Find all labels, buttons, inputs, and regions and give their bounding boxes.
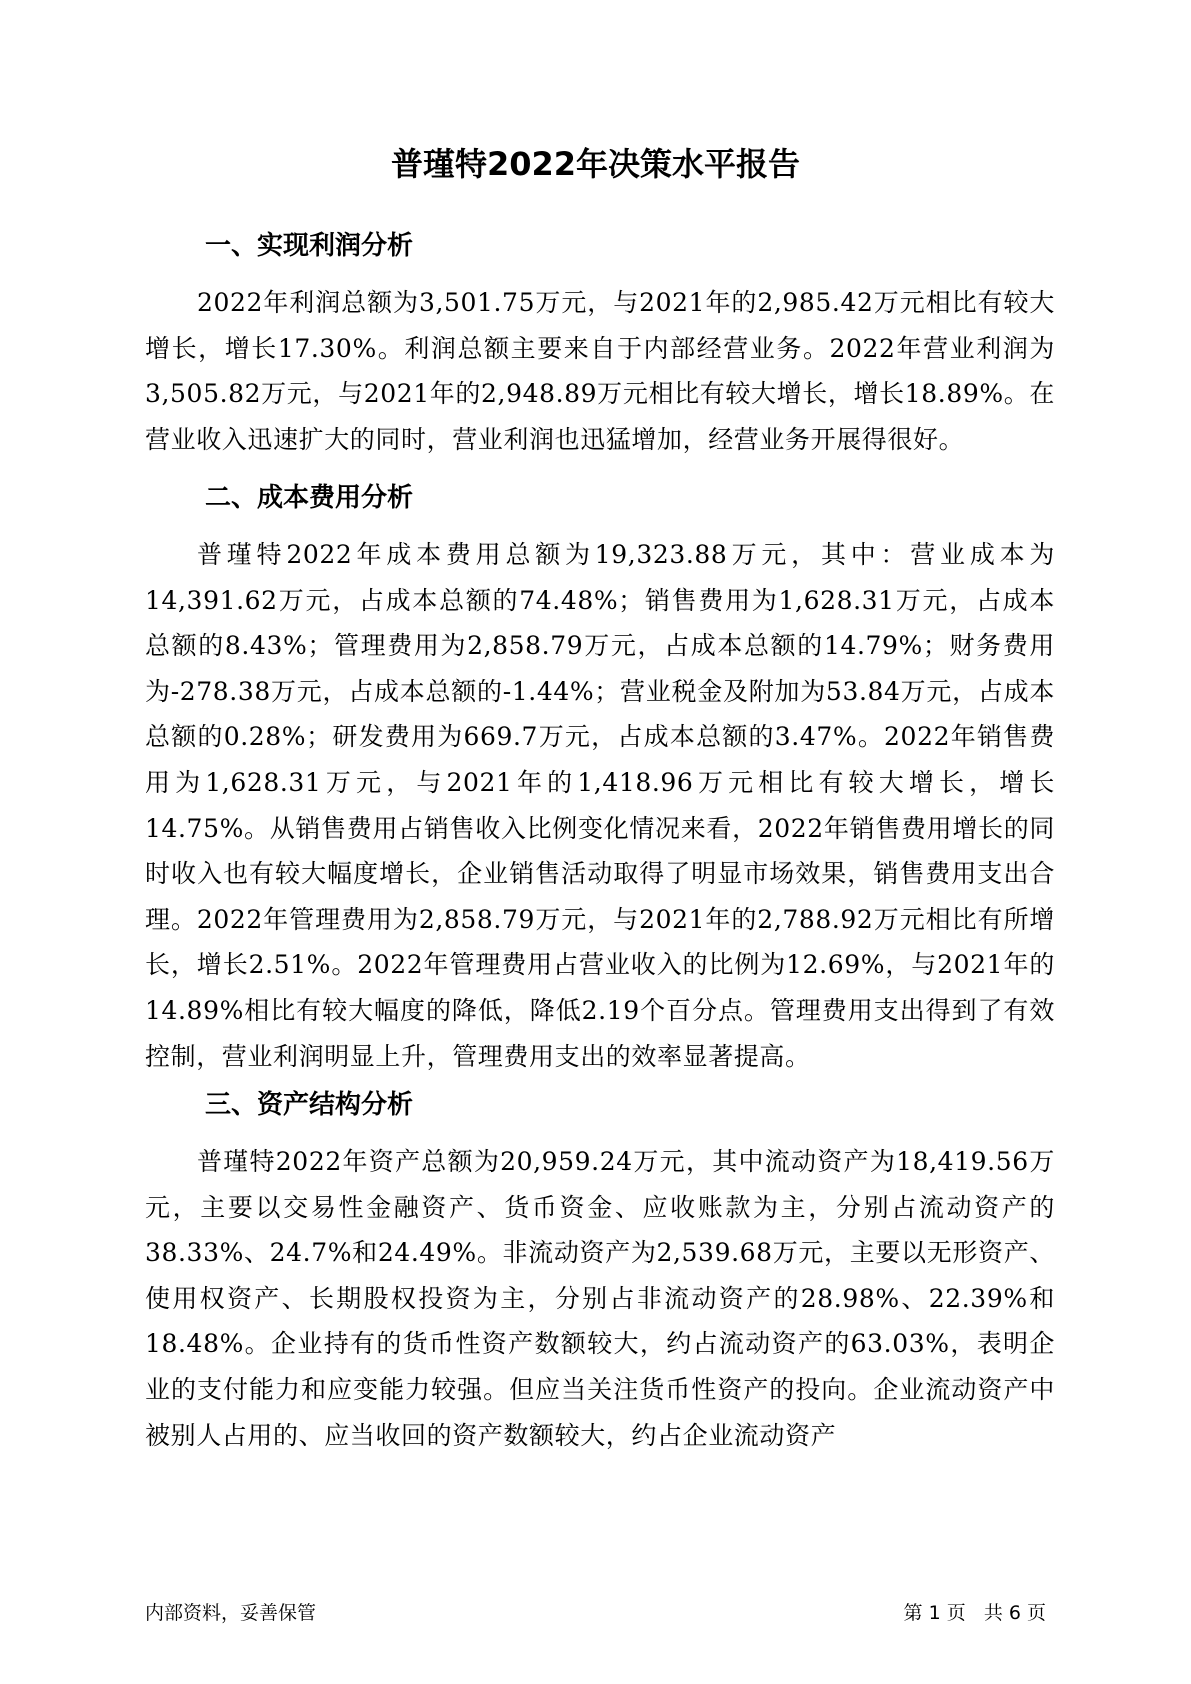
section-heading: 三、资产结构分析 bbox=[205, 1090, 414, 1120]
footer-confidential-note: 内部资料，妥善保管 bbox=[145, 1602, 317, 1624]
footer-page-number: 第 1 页 共 6 页 bbox=[903, 1602, 1046, 1624]
section-paragraph: 普瑾特2022年成本费用总额为19,323.88万元，其中：营业成本为14,391.62万元，占成本总额的74.48%；销售费用为1,628.31万元，占成本总额的8.43%；管理费用为2,858.79万元，占成本总额的14.79%；财务费用为-278.38万元，占成本总额的-1.44%；营业税金及附加为53.84万元，占成本总额的0.28%；研发费用为669.7万元，占成本总额的3.47%。2022年销售费用为1,628.31万元，与2021年的1,418.96万元相比有较大增长，增长14.75%。从销售费用占销售收入比例变化情况来看，2022年销售费用增长的同时收入也有较大幅度增长，企业销售活动取得了明显市场效果，销售费用支出合理。2022年管理费用为2,858.79万元，与2021年的2,788.92万元相比有所增长，增长2.51%。2022年管理费用占营业收入的比例为12.69%，与2021年的14.89%相比有较大幅度的降低，降低2.19个百分点。管理费用支出得到了有效控制，营业利润明显上升，管理费用支出的效率显著提高。 bbox=[145, 540, 1055, 1071]
document-title: 普瑾特2022年决策水平报告 bbox=[390, 145, 801, 183]
section-asset-structure bbox=[145, 1085, 1055, 1504]
section-paragraph: 普瑾特2022年资产总额为20,959.24万元，其中流动资产为18,419.56万元，主要以交易性金融资产、货币资金、应收账款为主，分别占流动资产的38.33%、24.7%和24.49%。非流动资产为2,539.68万元，主要以无形资产、使用权资产、长期股权投资为主，分别占非流动资产的28.98%、22.39%和18.48%。企业持有的货币性资产数额较大，约占流动资产的63.03%，表明企业的支付能力和应变能力较强。但应当关注货币性资产的投向。企业流动资产中被别人占用的、应当收回的资产数额较大，约占企业流动资产 bbox=[145, 1147, 1055, 1450]
section-heading: 一、实现利润分析 bbox=[205, 231, 414, 261]
section-cost-analysis bbox=[145, 478, 1055, 1079]
section-heading: 二、成本费用分析 bbox=[205, 483, 414, 513]
section-paragraph: 2022年利润总额为3,501.75万元，与2021年的2,985.42万元相比有较大增长，增长17.30%。利润总额主要来自于内部经营业务。2022年营业利润为3,505.82万元，与2021年的2,948.89万元相比有较大增长，增长18.89%。在营业收入迅速扩大的同时，营业利润也迅猛增加，经营业务开展得很好。 bbox=[145, 288, 1055, 454]
section-profit-analysis bbox=[145, 226, 1055, 462]
